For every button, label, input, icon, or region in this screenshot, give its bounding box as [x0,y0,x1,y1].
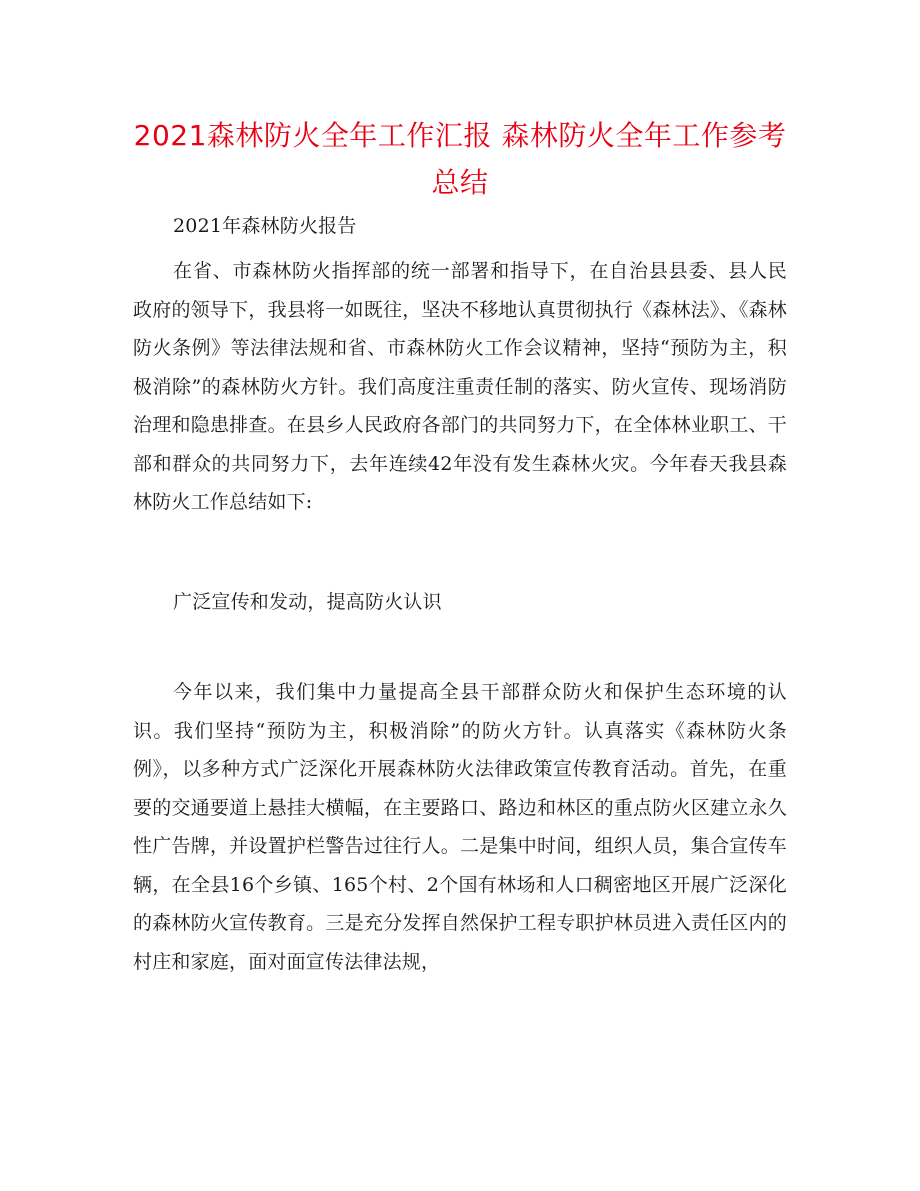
paragraph-intro: 在省、市森林防火指挥部的统一部署和指导下，在自治县县委、县人民政府的领导下，我县将一如既往，坚决不移地认真贯彻执行《森林法》、《森林防火条例》等法律法规和省、市森林防火工作会议精神，坚持“预防为主，积极消除”的森林防火方针。我们高度注重责任制的落实、防火宣传、现场消防治理和隐患排查。在县乡人民政府各部门的共同努力下，在全体林业职工、干部和群众的共同努力下，去年连续42年没有发生森林火灾。今年春天我县森林防火工作总结如下: [133,260,787,513]
section-heading: 广泛宣传和发动，提高防火认识 [173,591,442,613]
document-title: 2021森林防火全年工作汇报 森林防火全年工作参考总结 [133,119,787,199]
paragraph-publicity: 今年以来，我们集中力量提高全县干部群众防火和保护生态环境的认识。我们坚持“预防为主，积极消除”的防火方针。认真落实《森林防火条例》，以多种方式广泛深化开展森林防火法律政策宣传教育活动。首先，在重要的交通要道上悬挂大横幅，在主要路口、路边和林区的重点防火区建立永久性广告牌，并设置护栏警告过往行人。二是集中时间，组织人员，集合宣传车辆，在全县16个乡镇、165个村、2个国有林场和人口稠密地区开展广泛深化的森林防火宣传教育。三是充分发挥自然保护工程专职护林员进入责任区内的村庄和家庭，面对面宣传法律法规， [133,681,787,973]
report-heading: 2021年森林防火报告 [173,215,357,237]
